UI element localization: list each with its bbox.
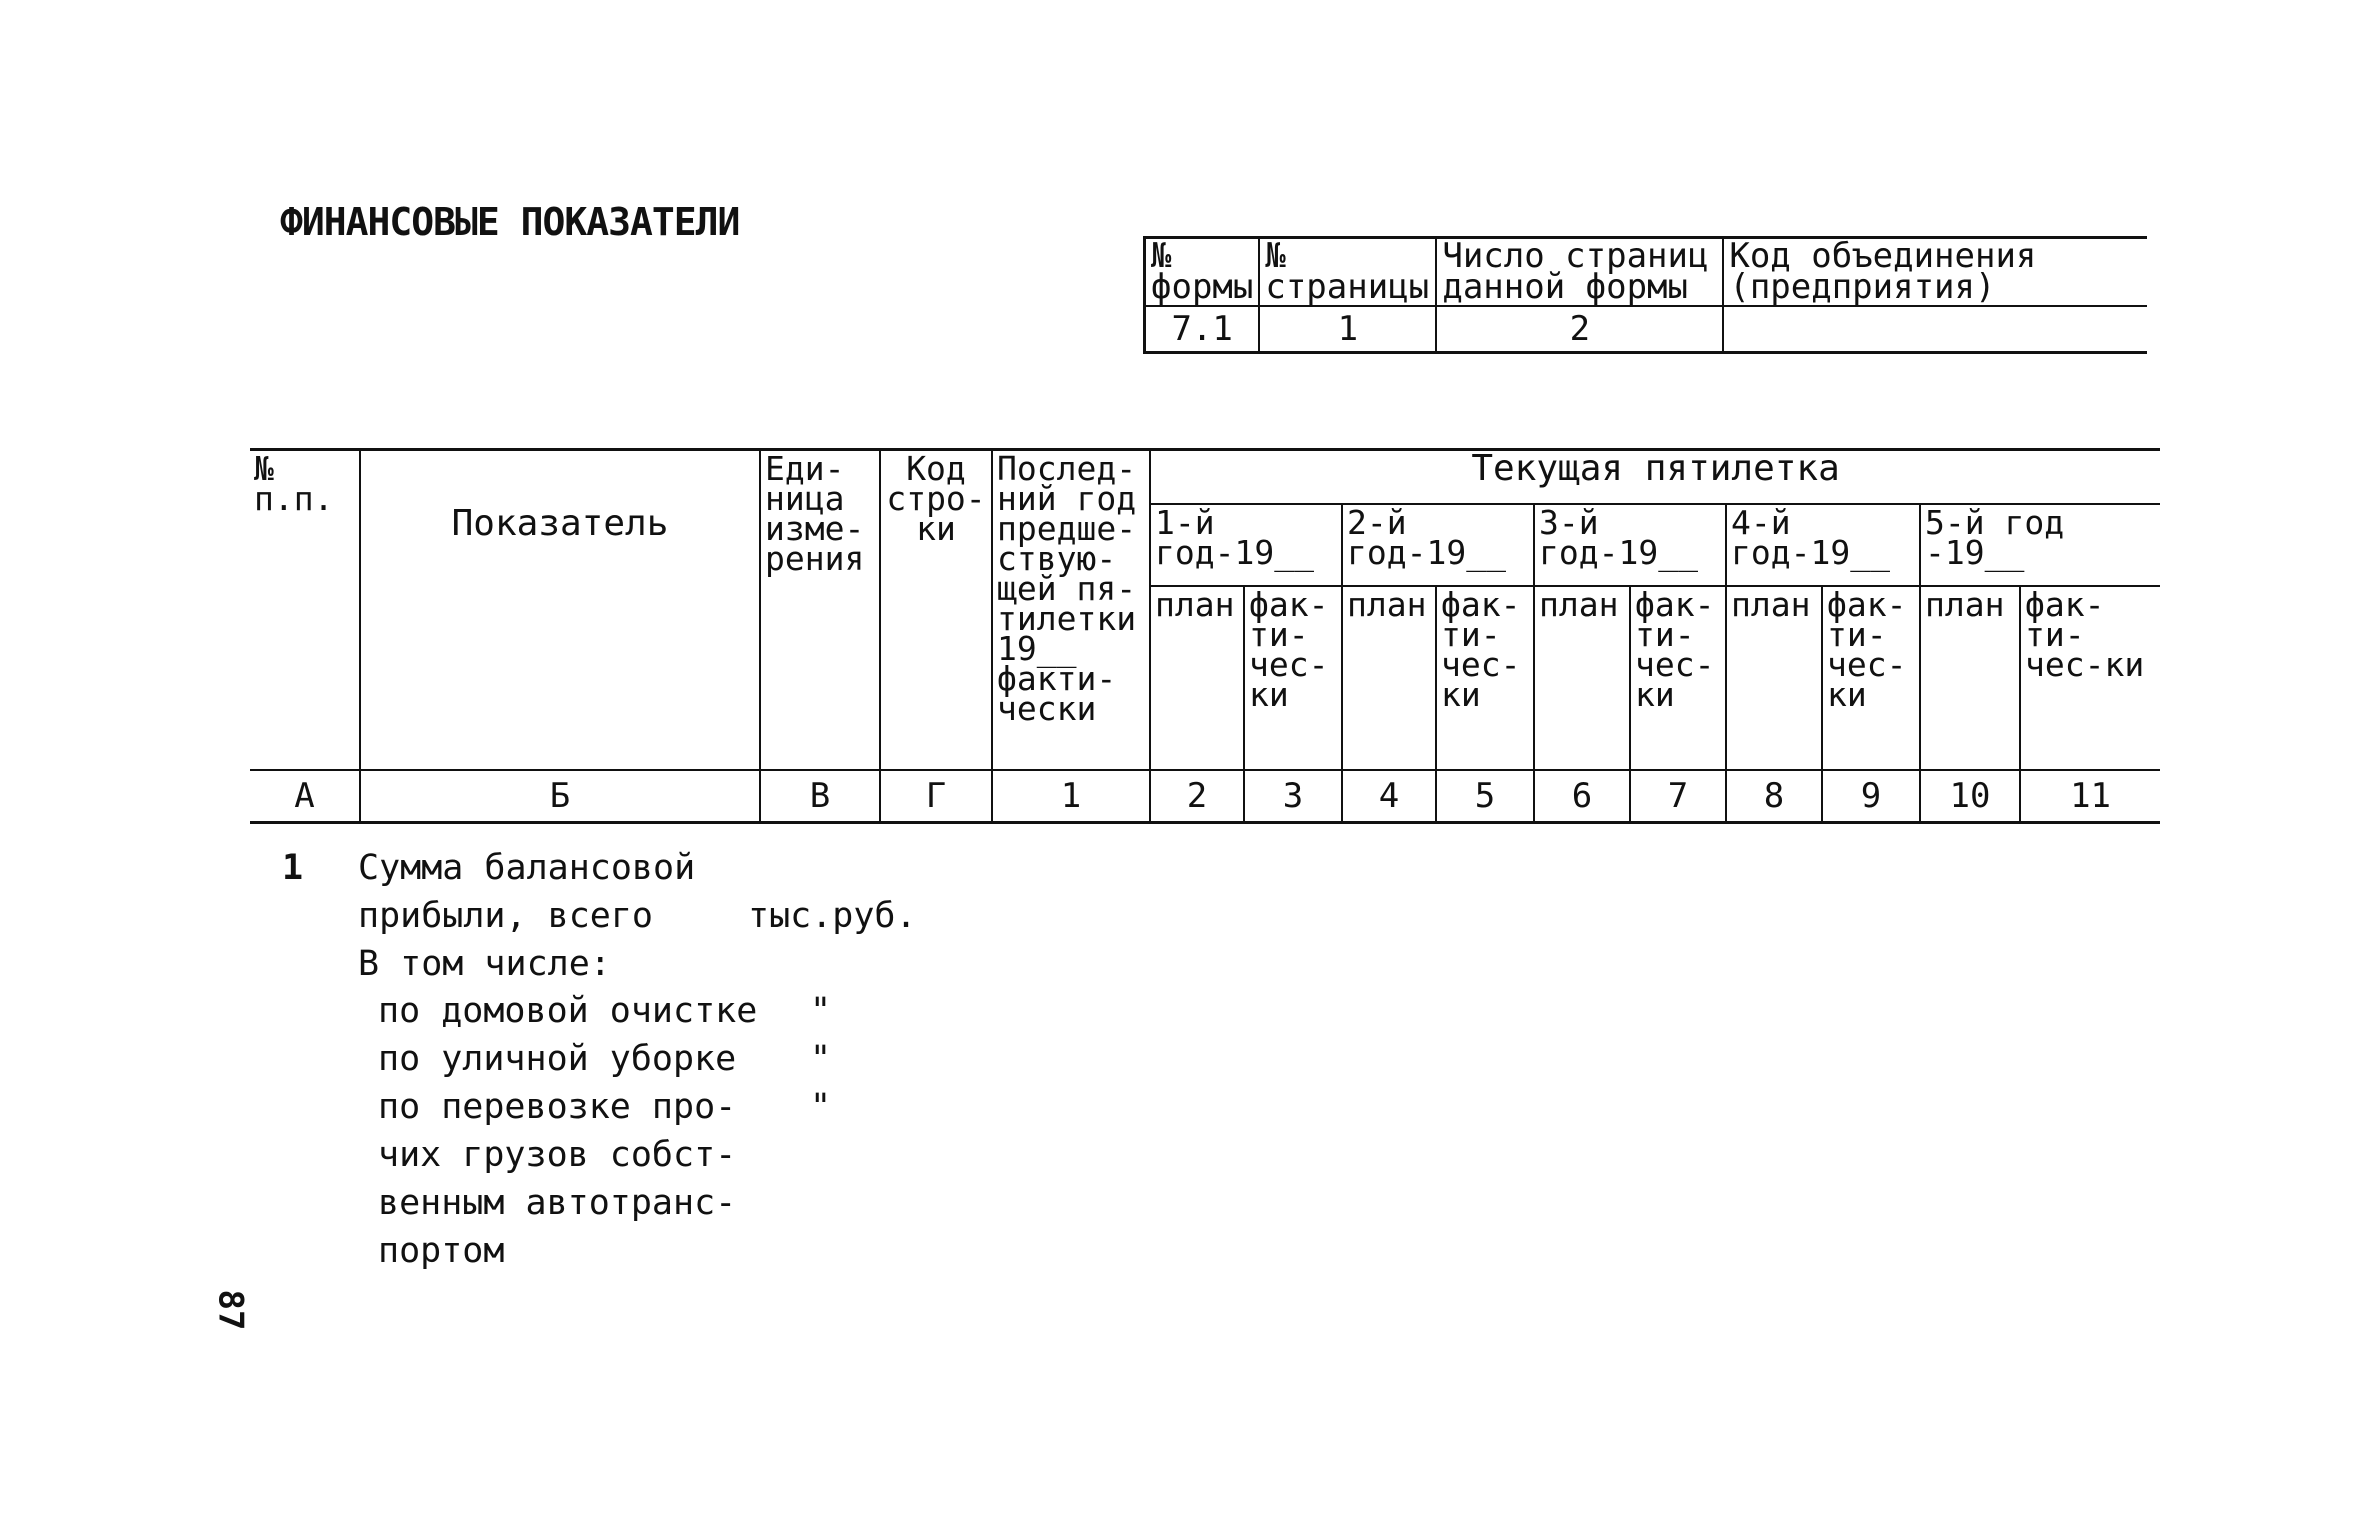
index-cell: 5: [1436, 770, 1534, 823]
fact-header-1: фак-ти-чес-ки: [1244, 586, 1342, 770]
row-unit: ": [810, 991, 832, 1031]
index-cell: В: [760, 770, 880, 823]
page-count-header: Число страниц данной формы: [1436, 238, 1723, 307]
row-text: чих грузов собст-: [378, 1135, 737, 1175]
document-title: ФИНАНСОВЫЕ ПОКАЗАТЕЛИ: [280, 200, 740, 244]
form-number-value: 7.1: [1145, 306, 1260, 353]
index-cell: 7: [1630, 770, 1726, 823]
index-cell: Б: [360, 770, 760, 823]
index-cell: А: [250, 770, 360, 823]
row-text: по перевозке про-: [378, 1087, 737, 1127]
plan-header-3: план: [1534, 586, 1630, 770]
row-unit: ": [810, 1087, 832, 1127]
index-cell: 11: [2020, 770, 2160, 823]
index-cell: 2: [1150, 770, 1244, 823]
row-text: венным автотранс-: [378, 1183, 737, 1223]
page-number: 87: [210, 1289, 251, 1331]
row-unit: тыс.руб.: [748, 896, 917, 936]
year-3-header: 3-й год-19__: [1534, 504, 1726, 586]
index-cell: 8: [1726, 770, 1822, 823]
fact-header-5: фак-ти-чес-ки: [2020, 586, 2160, 770]
form-number-header: № формы: [1145, 238, 1260, 307]
header-row-1: [250, 450, 2160, 505]
form-id-header-row: [1145, 238, 2148, 307]
row-text: портом: [378, 1231, 505, 1271]
index-cell: 1: [992, 770, 1150, 823]
col-header-row-code: Код стро-ки: [880, 450, 992, 771]
row-text: по домовой очистке: [378, 991, 758, 1031]
page-count-value: 2: [1436, 306, 1723, 353]
row-text: по уличной уборке: [378, 1039, 737, 1079]
row-unit: ": [810, 1039, 832, 1079]
index-cell: Г: [880, 770, 992, 823]
column-index-row: [250, 770, 2160, 823]
row-text: прибыли, всего: [358, 896, 654, 936]
row-text: Сумма балансовой: [358, 848, 696, 888]
index-cell: 3: [1244, 770, 1342, 823]
fact-header-4: фак-ти-чес-ки: [1822, 586, 1920, 770]
row-text: В том числе:: [358, 944, 611, 984]
year-1-header: 1-й год-19__: [1150, 504, 1342, 586]
index-cell: 9: [1822, 770, 1920, 823]
association-code-header: Код объединения (предприятия): [1723, 238, 2147, 307]
page-number-value: 1: [1259, 306, 1436, 353]
fact-header-3: фак-ти-чес-ки: [1630, 586, 1726, 770]
index-cell: 10: [1920, 770, 2020, 823]
form-id-values-row: [1145, 306, 2148, 353]
association-code-value: [1723, 306, 2147, 353]
plan-header-1: план: [1150, 586, 1244, 770]
form-id-table: [1143, 236, 2147, 354]
row-number: 1: [282, 848, 304, 888]
col-header-number: № п.п.: [250, 450, 360, 771]
plan-header-4: план: [1726, 586, 1822, 770]
year-2-header: 2-й год-19__: [1342, 504, 1534, 586]
indicators-table: [250, 448, 2160, 824]
index-cell: 6: [1534, 770, 1630, 823]
index-cell: 4: [1342, 770, 1436, 823]
year-4-header: 4-й год-19__: [1726, 504, 1920, 586]
col-header-unit: Еди-ница изме-рения: [760, 450, 880, 771]
fact-header-2: фак-ти-чес-ки: [1436, 586, 1534, 770]
plan-header-5: план: [1920, 586, 2020, 770]
plan-header-2: план: [1342, 586, 1436, 770]
col-header-current-plan: Текущая пятилетка: [1150, 450, 2160, 505]
page-number-header: № страницы: [1259, 238, 1436, 307]
col-header-indicator: Показатель: [360, 450, 760, 771]
col-header-last-year: Послед-ний год предше-ствую-щей пя-тилетки 19__ факти-чески: [992, 450, 1150, 771]
year-5-header: 5-й год -19__: [1920, 504, 2160, 586]
